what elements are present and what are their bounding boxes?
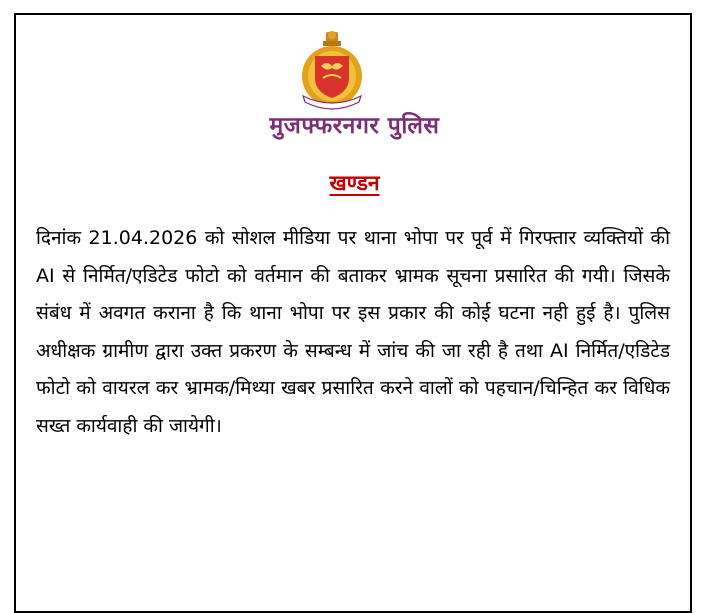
up-police-emblem-icon bbox=[297, 26, 367, 110]
org-name: मुजफ्फरनगर पुलिस bbox=[269, 113, 440, 139]
notice-body: दिनांक 21.04.2026 को सोशल मीडिया पर थाना भोपा पर पूर्व में गिरफ्तार व्यक्तियों की AI से निर्मित/एडिटेड फोटो को वर्तमान की बताकर भ्रामक सूचना प्रसारित की गयी। जिसके संबंध में अवगत कराना है कि थाना भोपा पर इस प्रकार की कोई घटना नही हुई है। पुलिस अधीक्षक ग्रामीण द्वारा उक्त प्रकरण के सम्बन्ध में जांच की जा रही है तथा AI निर्मित/एडिटेड फोटो को वायरल कर भ्रामक/मिथ्या खबर प्रसारित करने वालों को पहचान/चिन्हित कर विधिक सख्त कार्यवाही की जायेगी। bbox=[36, 227, 670, 437]
notice-title-text: खण्डन bbox=[329, 171, 380, 195]
notice-title bbox=[0, 169, 709, 197]
